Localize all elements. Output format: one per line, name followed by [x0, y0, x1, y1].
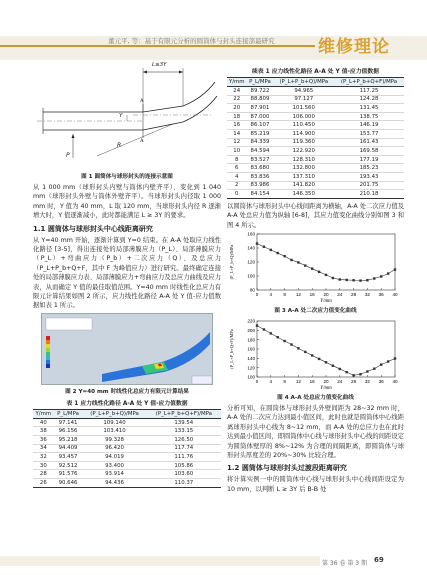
x-tick-label: 8	[283, 291, 286, 297]
section-brand: 维修理论	[318, 37, 390, 57]
table-cell: 141.820	[274, 181, 335, 190]
table-cell: 105.86	[147, 461, 221, 470]
data-point	[380, 275, 382, 277]
table-row	[227, 172, 404, 181]
table-1-cont-title: 续表 1 应力线性化路径 A-A 处 Y 值-应力值数据	[252, 69, 379, 75]
table-cell: 30	[33, 461, 54, 470]
table-cell: 89.722	[246, 87, 273, 96]
x-tick-label: 36	[378, 291, 384, 297]
table-row	[33, 453, 221, 462]
data-point	[297, 347, 299, 349]
table-cell: 126.50	[147, 436, 221, 445]
table-cell: 128.310	[274, 155, 335, 164]
table-row	[227, 147, 404, 156]
table-cell: 94.019	[82, 453, 146, 462]
table-1-title: 表 1 应力线性化路径 A-A 处 Y 值-应力值数据	[66, 400, 188, 407]
table-cell: 94.409	[54, 444, 83, 453]
table-row	[33, 479, 221, 488]
table-header-cell: P_L/MPa	[54, 409, 83, 418]
figure-4-caption: 图 4 A-A 处总应力值变化曲线	[277, 394, 354, 401]
table-cell: 83.836	[246, 172, 273, 181]
table-cell: 85.219	[246, 129, 273, 138]
data-point	[283, 255, 285, 257]
x-axis-label: Y/mm	[320, 385, 332, 391]
paragraph: 分析可知，在圆筒体与球形封头外壁间距为 28~32 mm 时，A-A 处的二次应力达到最小值区间，此时也就是圆筒体中心线距离球形封头中心线为 8~12 mm，而 A-A 处的总应力也在此时达到最小值区间，即圆筒体中心线与球形封头中心线的间距设定为圆筒体壁厚的 8%~12% 为合理的间隔距离，即圆筒体与球形封头厚度差的 20%~30% 比较合理。	[227, 404, 404, 459]
data-point	[373, 367, 375, 369]
section-heading: 1.1 圆筒体与球形封头中心线距离研究	[33, 224, 153, 233]
footer-band	[0, 556, 320, 566]
paragraph: 从 Y=40 mm 开始，逐渐计算到 Y=0 结束。在 A-A 处取应力线性化路径 [3-5]，得出连接处的局部薄膜应力（P_L）、局部薄膜应力（P_L）+弯曲应力（P_b）+二次应力（Q）、及总应力（P_L+P_b+Q+F，其中 F 为峰值应力）进行研究。最终确定连接处的局部薄膜应力表、局部薄膜应力+弯曲应力及总应力曲线及应力表，从而确定 Y 值的最佳取值范围。Y=40 mm 时线性化总应力有限元计算结果如图 2 所示，应力线性化路径 A-A 处 Y 值-应力值数据如表 1 所示。	[33, 236, 221, 310]
x-tick-label: 28	[351, 378, 357, 384]
table-cell: 84.594	[246, 147, 273, 156]
x-tick-label: 24	[337, 378, 343, 384]
table-cell: 111.76	[147, 453, 221, 462]
x-axis-label: Y/mm	[320, 298, 332, 304]
data-point	[359, 279, 361, 281]
table-cell: 146.19	[334, 121, 404, 130]
table-cell: 137.310	[274, 172, 335, 181]
data-point	[304, 351, 306, 353]
table-cell: 2	[227, 181, 246, 190]
data-point	[297, 261, 299, 263]
data-point	[311, 267, 313, 269]
table-cell: 22	[227, 95, 246, 104]
data-point	[332, 364, 334, 366]
x-tick-label: 8	[283, 378, 286, 384]
chart-figure-4	[227, 317, 403, 391]
paragraph: 以圆筒体与球形封头中心线间距离为横轴，A-A 处二次应力值及 A-A 处总应力值为纵轴 [6-8]，其应力值变化曲线分别如图 3 和图 4 所示。	[227, 202, 404, 229]
table-cell: 110.37	[147, 479, 221, 488]
table-row	[227, 155, 404, 164]
table-header-cell: Y/mm	[33, 409, 54, 418]
table-cell: 117.74	[147, 444, 221, 453]
table-cell: 193.43	[334, 172, 404, 181]
data-point	[304, 264, 306, 266]
table-cell: 114.900	[274, 129, 335, 138]
vessel-diagram	[33, 60, 221, 170]
data-point	[290, 343, 292, 345]
data-point	[352, 374, 354, 376]
chart-figure-3	[227, 230, 403, 304]
fea-contour	[42, 314, 213, 385]
table-row	[33, 470, 221, 479]
table-cell: 94.436	[82, 479, 146, 488]
y-tick-label: 160	[247, 231, 255, 237]
table-cell: 161.43	[334, 138, 404, 147]
figure-1-caption: 图 1 圆筒体与球形封头的连接示意图	[81, 174, 173, 180]
x-tick-label: 28	[351, 291, 357, 297]
x-tick-label: 4	[269, 378, 273, 384]
table-cell: 103.410	[82, 427, 146, 436]
x-tick-label: 36	[378, 378, 384, 384]
x-tick-label: 24	[337, 291, 343, 297]
table-cell: 6	[227, 164, 246, 173]
data-point	[387, 360, 389, 362]
table-cell: 87.000	[246, 112, 273, 121]
table-cell: 97.141	[54, 418, 83, 427]
table-row	[227, 87, 404, 96]
table-cell: 139.54	[147, 418, 221, 427]
table-row	[227, 104, 404, 113]
x-tick-label: 12	[295, 291, 301, 297]
figure-3-caption: 图 3 A-A 处二次应力值变化曲线	[274, 307, 357, 314]
table-cell: 210.18	[334, 190, 404, 199]
journal-issue: 第 36 卷 第 3 期	[322, 560, 367, 567]
paragraph: 从 1 000 mm（球形封头内壁与筒体内壁齐平）、变化到 1 040 mm（球形封头外壁与筒体外壁齐平）。当球形封头内径取 1 000 mm 时，Y 值为 40 mm，L 取 120 mm，当球形封头内径 R 逐渐增大时，Y 值逐渐减小，此时都能满足 L ≥ 3Y 的要求。	[33, 184, 221, 220]
table-cell: 99.328	[82, 436, 146, 445]
table-cell: 146.350	[274, 190, 335, 199]
dim-label-l: L≥3Y	[152, 62, 167, 68]
label-y: Y	[119, 113, 123, 119]
y-tick-label: 200	[247, 327, 255, 333]
table-cell: 110.450	[274, 121, 335, 130]
table-row	[33, 461, 221, 470]
label-a1: A	[140, 139, 144, 144]
table-cell: 122.920	[274, 147, 335, 156]
x-tick-label: 0	[255, 291, 259, 297]
table-cell: 40	[33, 418, 54, 427]
x-tick-label: 16	[309, 378, 315, 384]
table-cell: 20	[227, 104, 246, 113]
table-header-cell: Y/mm	[228, 79, 245, 85]
table-cell: 119.360	[274, 138, 335, 147]
table-row	[227, 138, 404, 147]
table-row	[227, 164, 404, 173]
y-tick-label: 100	[247, 273, 255, 279]
y-tick-label: 120	[247, 259, 255, 265]
table-row	[227, 112, 404, 121]
table-cell: 8	[227, 155, 246, 164]
table-cell: 94.965	[274, 87, 335, 96]
data-point	[332, 277, 334, 279]
table-cell: 18	[227, 112, 246, 121]
data-table-1-cont	[227, 77, 404, 199]
data-point	[387, 272, 389, 274]
data-point	[277, 252, 279, 254]
table-row	[227, 129, 404, 138]
figure-2-caption: 图 2 Y=40 mm 时线性化总应力有限元计算结果	[65, 388, 189, 395]
data-point	[394, 268, 396, 270]
table-cell: 97.127	[274, 95, 335, 104]
table-cell: 109.140	[82, 418, 146, 427]
table-cell: 26	[33, 479, 54, 488]
table-cell: 83.527	[246, 155, 273, 164]
label-p: P	[66, 152, 70, 159]
y-axis-label: (P_L+P_b+Q+F)/MPa	[229, 329, 234, 369]
table-cell: 4	[227, 172, 246, 181]
chart-3-svg	[227, 230, 403, 304]
table-cell: 131.45	[334, 104, 404, 113]
table-cell: 10	[227, 147, 246, 156]
y-tick-label: 140	[247, 355, 255, 361]
table-cell: 32	[33, 453, 54, 462]
table-cell: 93.457	[54, 453, 83, 462]
header-rule	[0, 45, 315, 47]
table-cell: 93.914	[82, 470, 146, 479]
left-column	[33, 60, 221, 488]
table-cell: 92.512	[54, 461, 83, 470]
data-point	[359, 373, 361, 375]
data-point	[339, 368, 341, 370]
figure-1-diagram	[33, 60, 221, 170]
table-cell: 169.58	[334, 147, 404, 156]
data-point	[373, 277, 375, 279]
plot-frame	[257, 234, 395, 290]
table-cell: 90.646	[54, 479, 83, 488]
x-tick-label: 20	[323, 291, 329, 297]
table-row	[227, 190, 404, 199]
y-tick-label: 220	[247, 318, 255, 324]
table-cell: 36	[33, 436, 54, 445]
x-tick-label: 16	[309, 291, 315, 297]
table-cell: 83.680	[246, 164, 273, 173]
table-header-cell: P_L/MPa	[246, 78, 273, 87]
table-row	[227, 181, 404, 190]
table-row	[33, 444, 221, 453]
data-point	[380, 363, 382, 365]
chart-4-svg	[227, 317, 403, 391]
data-point	[318, 271, 320, 273]
table-row	[33, 427, 221, 436]
paragraph: 将计算实例一中的圆筒体中心线与球形封头中心线间距设定为 10 mm，以判断 L ≥ 3Y 后 B-B 处	[227, 476, 404, 493]
y-axis-label: (P_L+P_b+Q)/MPa	[229, 244, 234, 280]
table-header-cell: (P_L+P_b+Q+F)/MPa	[334, 78, 404, 87]
y-tick-label: 100	[247, 374, 255, 380]
table-cell: 201.75	[334, 181, 404, 190]
data-point	[256, 242, 258, 244]
table-cell: 133.15	[147, 427, 221, 436]
x-tick-label: 40	[392, 378, 398, 384]
table-row	[33, 418, 221, 427]
table-cell: 12	[227, 138, 246, 147]
table-cell: 132.800	[274, 164, 335, 173]
table-cell: 28	[33, 470, 54, 479]
table-row	[227, 121, 404, 130]
y-tick-label: 160	[247, 346, 255, 352]
table-cell: 91.576	[54, 470, 83, 479]
table-cell: 84.339	[246, 138, 273, 147]
table-cell: 96.156	[54, 427, 83, 436]
table-cell: 96.420	[82, 444, 146, 453]
table-header-row	[33, 409, 221, 418]
table-cell: 34	[33, 444, 54, 453]
right-column	[227, 64, 404, 494]
data-point	[318, 358, 320, 360]
table-header-row	[227, 78, 404, 87]
table-cell: 24	[227, 87, 246, 96]
x-tick-label: 0	[255, 378, 259, 384]
data-point	[394, 357, 396, 359]
data-point	[352, 279, 354, 281]
table-cell: 138.75	[334, 112, 404, 121]
table-header-cell: (P_L+P_b+Q)/MPa	[274, 78, 335, 87]
table-cell: 177.19	[334, 155, 404, 164]
table-header-cell: (P_L+P_b+Q+F)/MPa	[147, 409, 221, 418]
y-tick-label: 180	[247, 337, 255, 343]
table-row	[33, 436, 221, 445]
data-point	[366, 370, 368, 372]
data-table-1	[33, 409, 221, 488]
table-body	[33, 418, 221, 487]
table-cell: 86.107	[246, 121, 273, 130]
label-a2: A	[140, 99, 144, 104]
y-tick-label: 120	[247, 365, 255, 371]
data-point	[263, 328, 265, 330]
data-point	[256, 324, 258, 326]
x-tick-label: 40	[392, 291, 398, 297]
table-cell: 117.25	[334, 87, 404, 96]
table-cell: 124.28	[334, 95, 404, 104]
table-cell: 106.000	[274, 112, 335, 121]
table-cell: 87.901	[246, 104, 273, 113]
table-cell: 84.154	[246, 190, 273, 199]
table-header-cell: (P_L+P_b+Q)/MPa	[82, 409, 146, 418]
table-cell: 101.560	[274, 104, 335, 113]
data-point	[263, 245, 265, 247]
section-heading: 1.2 圆筒体与球形封头过渡段距离研究	[227, 464, 347, 473]
running-header: 董元平, 等：基于有限元分析的圆筒体与封头连接部最研究	[108, 37, 275, 45]
table-cell: 0	[227, 190, 246, 199]
page-number: 69	[374, 556, 384, 564]
table-body	[227, 87, 404, 199]
x-tick-label: 32	[364, 291, 370, 297]
table-cell: 38	[33, 427, 54, 436]
fea-result-image	[41, 313, 213, 385]
table-cell: 185.23	[334, 164, 404, 173]
table-row	[227, 95, 404, 104]
data-point	[346, 279, 348, 281]
data-point	[277, 336, 279, 338]
data-point	[270, 249, 272, 251]
y-tick-label: 140	[247, 245, 255, 251]
table-cell: 95.218	[54, 436, 83, 445]
table-cell: 83.986	[246, 181, 273, 190]
table-cell: 93.400	[82, 461, 146, 470]
x-tick-label: 12	[295, 378, 301, 384]
table-cell: 103.60	[147, 470, 221, 479]
data-point	[325, 361, 327, 363]
data-point	[283, 340, 285, 342]
label-r: R	[117, 142, 122, 149]
x-tick-label: 32	[364, 378, 370, 384]
table-cell: 16	[227, 121, 246, 130]
table-cell: 88.809	[246, 95, 273, 104]
data-point	[290, 259, 292, 261]
x-tick-label: 20	[323, 378, 329, 384]
data-point	[339, 278, 341, 280]
data-point	[346, 371, 348, 373]
table-cell: 14	[227, 129, 246, 138]
data-point	[270, 332, 272, 334]
data-point	[311, 354, 313, 356]
data-point	[366, 279, 368, 281]
x-tick-label: 4	[269, 291, 273, 297]
data-point	[325, 274, 327, 276]
table-cell: 153.77	[334, 129, 404, 138]
y-tick-label: 80	[249, 287, 255, 293]
